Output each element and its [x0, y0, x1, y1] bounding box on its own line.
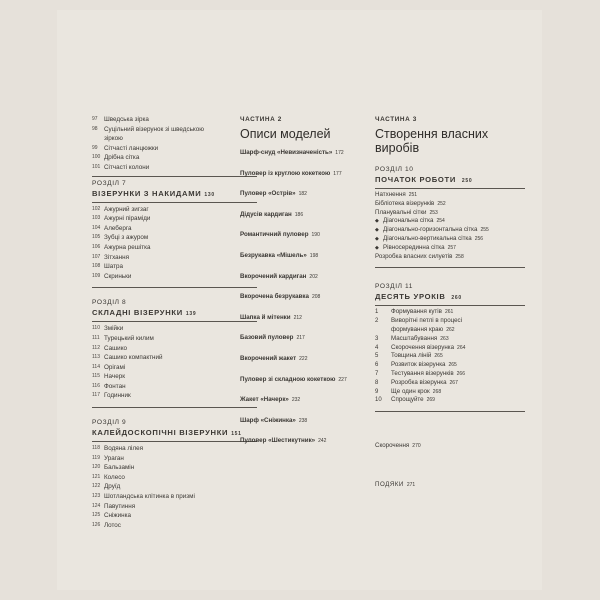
toc-entry [92, 372, 257, 382]
entry-title: Ажурні піраміди [104, 215, 151, 223]
entry-title: Шатра [104, 263, 124, 271]
diamond-bullet-icon: ◆ [375, 227, 379, 234]
entry-title: Формування кутів [391, 308, 442, 316]
entry-number: 120 [92, 464, 101, 471]
section-title [92, 189, 257, 201]
part-label: ЧАСТИНА 3 [375, 116, 417, 123]
page-number: 217 [296, 335, 305, 342]
entry-title: Начерк [104, 373, 125, 381]
toc-entry [92, 353, 257, 363]
entry-title: Жакет «Начерк» [240, 396, 289, 404]
entry-number: 100 [92, 154, 101, 161]
entry-number: 99 [92, 144, 98, 151]
entry-number: 4 [375, 344, 379, 351]
toc-entry [375, 326, 525, 335]
toc-entry [92, 391, 257, 401]
toc-entry [375, 352, 525, 361]
entry-title: Колесо [104, 473, 125, 481]
entry-title: Шотландська клітинка в призмі [104, 493, 195, 501]
entry-title: Шапка й мітенки [240, 313, 291, 321]
section-label: РОЗДІЛ 10 [375, 166, 414, 173]
page-number: 242 [318, 438, 327, 445]
section-title [375, 292, 525, 304]
part-heading: Описи моделей [240, 127, 331, 141]
entry-title: Романтичний пуловер [240, 231, 309, 239]
entry-number: 117 [92, 392, 100, 399]
entry-title: Пуловер «Острів» [240, 190, 296, 198]
toc-entry [375, 335, 525, 344]
entry-number: 124 [92, 502, 101, 509]
entry-title: Дідусів кардиган [240, 210, 292, 218]
entry-number: 103 [92, 215, 101, 222]
divider [375, 188, 525, 189]
entry-title: Ураган [104, 454, 124, 462]
entry-title: Ажурна решітка [104, 243, 151, 251]
page-number: 269 [426, 397, 435, 404]
entry-title: Шарф «Сніжинка» [240, 416, 296, 424]
toc-column-2 [240, 115, 380, 458]
entry-title: Турецький килим [104, 334, 154, 342]
page-number: 251 [408, 192, 418, 198]
entry-title: Спрощуйте [391, 396, 424, 404]
model-entry [240, 170, 380, 178]
entry-title: Планувальні сітки [375, 208, 427, 216]
page-number: 256 [474, 235, 484, 242]
page-number: 260 [451, 295, 462, 302]
toc-page [57, 10, 542, 590]
toc-entry [92, 463, 257, 473]
toc-entry [92, 444, 257, 454]
entry-title: Пуловер «Шестикутник» [240, 437, 316, 445]
entry-title: Ажурний зигзаг [104, 205, 149, 213]
toc-entry [375, 217, 525, 226]
page-number: 258 [455, 253, 464, 260]
divider [92, 441, 257, 442]
diamond-bullet-icon: ◆ [375, 218, 379, 225]
entry-number: 9 [375, 388, 379, 395]
entry-number [375, 326, 391, 335]
entry-number: 5 [375, 353, 379, 360]
page-number: 257 [447, 244, 456, 251]
entry-title: Сітчасті ланцюжки [104, 144, 159, 152]
page-number: 212 [293, 314, 302, 321]
toc-column-1 [92, 115, 257, 530]
page-number: 262 [446, 326, 455, 333]
entry-title: Пуловер із круглою кокеткою [240, 169, 331, 177]
entry-number: 110 [92, 325, 100, 332]
entry-title: Сніжинка [104, 512, 132, 520]
page-number: 264 [457, 344, 466, 351]
model-entry [240, 149, 380, 157]
page-number: 190 [311, 232, 320, 239]
entry-title: Дрібна сітка [104, 154, 140, 162]
entry-title: Зітхання [104, 253, 130, 261]
page-number: 266 [456, 370, 465, 377]
entry-number: 6 [375, 362, 379, 369]
entry-number: 113 [92, 354, 100, 361]
entry-number: 2 [375, 318, 379, 325]
model-entry [240, 211, 380, 219]
toc-entry [375, 244, 525, 253]
entry-title: Бібліотека візерунків [375, 199, 435, 207]
page-number: 186 [294, 211, 304, 218]
section-title-text: ПОЧАТОК РОБОТИ [375, 175, 457, 184]
toc-entry [375, 379, 525, 388]
entry-number: 106 [92, 243, 101, 250]
page-number: 252 [437, 200, 446, 207]
entry-number: 101 [92, 163, 101, 170]
section-title [92, 308, 257, 320]
entry-number: 108 [92, 263, 101, 270]
page-number: 263 [440, 335, 449, 342]
model-entry [240, 437, 380, 445]
page-number: 177 [333, 170, 342, 177]
entry-title: Суцільний візерунок зі шведською [104, 125, 204, 133]
toc-entry [92, 454, 257, 464]
page-number: 250 [461, 178, 473, 184]
toc-entry [92, 253, 257, 263]
toc-entry-abbreviations [375, 442, 525, 451]
toc-entry [92, 125, 257, 135]
entry-number: 116 [92, 382, 100, 389]
entry-title: Сашико [104, 344, 128, 352]
part-label: ЧАСТИНА 2 [240, 116, 282, 123]
page-number: 267 [449, 379, 458, 386]
toc-entry [92, 214, 257, 224]
model-entry [240, 396, 380, 404]
entry-title: Орігамі [104, 363, 126, 371]
entry-number: 109 [92, 272, 101, 279]
toc-entry [375, 396, 525, 405]
entry-title: Вкорочений жакет [240, 354, 297, 362]
entry-number: 112 [92, 344, 100, 351]
entry-number: 1 [375, 309, 379, 316]
entry-title: Розробка візерунка [391, 378, 447, 386]
page-number: 222 [299, 355, 308, 362]
toc-entry [375, 370, 525, 379]
page-number: 182 [298, 191, 307, 198]
toc-entry [92, 334, 257, 344]
diamond-bullet-icon: ◆ [375, 235, 379, 242]
page-number: 227 [338, 376, 347, 383]
entry-title: Бальзамін [104, 464, 135, 472]
page-number: 172 [335, 150, 344, 156]
entry-title: Діагонально-вертикальна сітка [383, 234, 472, 242]
section-label: РОЗДІЛ 7 [92, 179, 127, 187]
section-title [375, 175, 525, 187]
entry-title: Безрукавка «Мішель» [240, 251, 307, 259]
entry-number: 107 [92, 253, 101, 260]
entry-title: Годинник [104, 392, 131, 400]
toc-entry [92, 344, 257, 354]
page-number: 254 [436, 218, 445, 225]
model-entry [240, 334, 380, 342]
diamond-bullet-icon: ◆ [375, 244, 379, 251]
toc-entry [375, 253, 525, 262]
entry-title: Лотос [104, 521, 121, 529]
model-entry [240, 252, 380, 260]
entry-title: ПОДЯКИ [375, 480, 404, 488]
toc-entry [92, 511, 257, 521]
toc-entry [92, 324, 257, 334]
divider [375, 267, 525, 268]
toc-entry [375, 226, 525, 235]
entry-title: Змійки [104, 325, 124, 333]
entry-title: Алеберга [104, 224, 132, 232]
entry-number: 119 [92, 454, 100, 461]
toc-entry [92, 205, 257, 215]
entry-number: 104 [92, 224, 101, 231]
section-label: РОЗДІЛ 11 [375, 283, 414, 291]
entry-number: 7 [375, 370, 379, 377]
entry-number: 126 [92, 521, 101, 528]
toc-entry [92, 473, 257, 483]
entry-title: зіркою [104, 135, 123, 143]
entry-title: Сашико компактний [104, 354, 163, 362]
entry-title: Натхнення [375, 191, 406, 198]
section-title-text: СКЛАДНІ ВІЗЕРУНКИ [92, 308, 183, 318]
toc-entry-thanks [375, 481, 525, 490]
section-label: РОЗДІЛ 8 [92, 299, 127, 307]
toc-entry [92, 521, 257, 531]
toc-entry [92, 382, 257, 392]
entry-number: 3 [375, 335, 379, 342]
toc-entry [92, 502, 257, 512]
page-number: 261 [444, 309, 454, 316]
page-number: 130 [204, 191, 215, 198]
entry-number: 10 [375, 397, 382, 404]
model-entry [240, 314, 380, 322]
toc-entry [375, 388, 525, 397]
page-number: 232 [291, 397, 301, 404]
toc-column-3 [375, 115, 525, 490]
entry-title: Товщина ліній [391, 352, 432, 360]
model-entry [240, 273, 380, 281]
entry-title: Фонтан [104, 382, 126, 390]
toc-entry [92, 262, 257, 272]
section-title [92, 428, 257, 440]
entry-title: Вкорочена безрукавка [240, 293, 309, 301]
entry-title: Діагональна сітка [383, 217, 434, 225]
model-entry [240, 190, 380, 198]
entry-title: Масштабування [391, 334, 438, 342]
toc-entry [92, 153, 257, 163]
entry-title: Павутиння [104, 502, 136, 510]
toc-entry [92, 243, 257, 253]
entry-number: 115 [92, 373, 100, 380]
toc-entry [92, 163, 257, 173]
page-number: 265 [448, 362, 457, 369]
entry-title: Скриньки [104, 272, 132, 280]
model-entry [240, 293, 380, 301]
entry-title: Розробка власних силуетів [375, 252, 453, 260]
entry-number: 105 [92, 234, 101, 241]
entry-number: 118 [92, 445, 100, 452]
toc-entry [375, 344, 525, 353]
entry-title: Шарф-снуд «Невизначеність» [240, 149, 333, 156]
toc-entry [375, 308, 525, 317]
entry-number: 125 [92, 512, 101, 519]
entry-title: Зубці з ажуром [104, 234, 149, 242]
page-number: 270 [412, 443, 421, 450]
toc-entry [92, 233, 257, 243]
model-entry [240, 417, 380, 425]
section-title-text: ДЕСЯТЬ УРОКІВ [375, 292, 446, 302]
page-number: 202 [309, 273, 318, 280]
entry-title: Сітчасті колони [104, 163, 150, 171]
entry-title: Вкорочений кардиган [240, 272, 307, 280]
page-number: 198 [309, 252, 319, 259]
toc-entry [375, 200, 525, 209]
entry-number: 98 [92, 125, 98, 132]
divider [92, 321, 257, 322]
entry-number: 114 [92, 363, 100, 370]
entry-title: Тестування візерунків [391, 369, 454, 377]
page-number: 208 [311, 294, 321, 301]
section-label: РОЗДІЛ 9 [92, 419, 127, 427]
entry-number: 97 [92, 116, 98, 122]
toc-entry [375, 235, 525, 244]
page-number: 253 [429, 209, 438, 216]
model-entry [240, 231, 380, 239]
entry-number: 123 [92, 493, 101, 500]
part-heading: Створення власних виробів [375, 127, 489, 155]
divider [375, 305, 525, 306]
divider [375, 411, 525, 412]
entry-number: 122 [92, 483, 101, 490]
toc-entry [92, 363, 257, 373]
entry-number: 121 [92, 473, 101, 480]
toc-entry [375, 209, 525, 218]
entry-title: Рівносерединна сітка [383, 243, 445, 251]
entry-title: Базовий пуловер [240, 334, 294, 342]
toc-entry [92, 224, 257, 234]
page-number: 265 [434, 353, 443, 360]
entry-title: Діагонально-горизонтальна сітка [383, 226, 478, 234]
entry-title: Виворітні петлі в процесі [391, 317, 463, 325]
toc-entry [375, 317, 525, 326]
page-number: 151 [231, 431, 242, 438]
toc-entry [92, 115, 257, 125]
divider [92, 202, 257, 203]
toc-entry [92, 272, 257, 282]
section-title-text: ВІЗЕРУНКИ З НАКИДАМИ [92, 188, 202, 198]
model-entry [240, 355, 380, 363]
entry-title: формування краю [391, 325, 444, 333]
entry-title: Ще один крок [391, 387, 430, 395]
entry-number: 8 [375, 379, 379, 386]
entry-title: Друїд [104, 483, 121, 491]
entry-title: Скорочення візерунка [391, 343, 455, 351]
toc-entry [92, 134, 257, 144]
entry-title: Розвиток візерунка [391, 361, 446, 369]
page-number: 238 [298, 417, 308, 424]
entry-title: Пуловер зі складною кокеткою [240, 375, 336, 383]
entry-title: Скорочення [375, 442, 410, 450]
divider [92, 407, 257, 408]
divider [92, 176, 257, 177]
divider [92, 287, 257, 288]
page-number: 139 [185, 311, 197, 318]
entry-number: 102 [92, 205, 101, 212]
page-number: 268 [432, 388, 442, 395]
entry-title: Шведська зірка [104, 116, 149, 123]
entry-title: Водяна лілея [104, 445, 144, 453]
toc-entry [92, 482, 257, 492]
page-number: 271 [406, 481, 416, 488]
toc-entry [92, 492, 257, 502]
entry-number [92, 134, 104, 144]
toc-entry [375, 191, 525, 200]
toc-entry [92, 144, 257, 154]
section-title-text: КАЛЕЙДОСКОПІЧНІ ВІЗЕРУНКИ [92, 428, 229, 438]
entry-number: 111 [92, 334, 100, 341]
model-entry [240, 376, 380, 384]
toc-entry [375, 361, 525, 370]
page-number: 255 [480, 227, 489, 234]
